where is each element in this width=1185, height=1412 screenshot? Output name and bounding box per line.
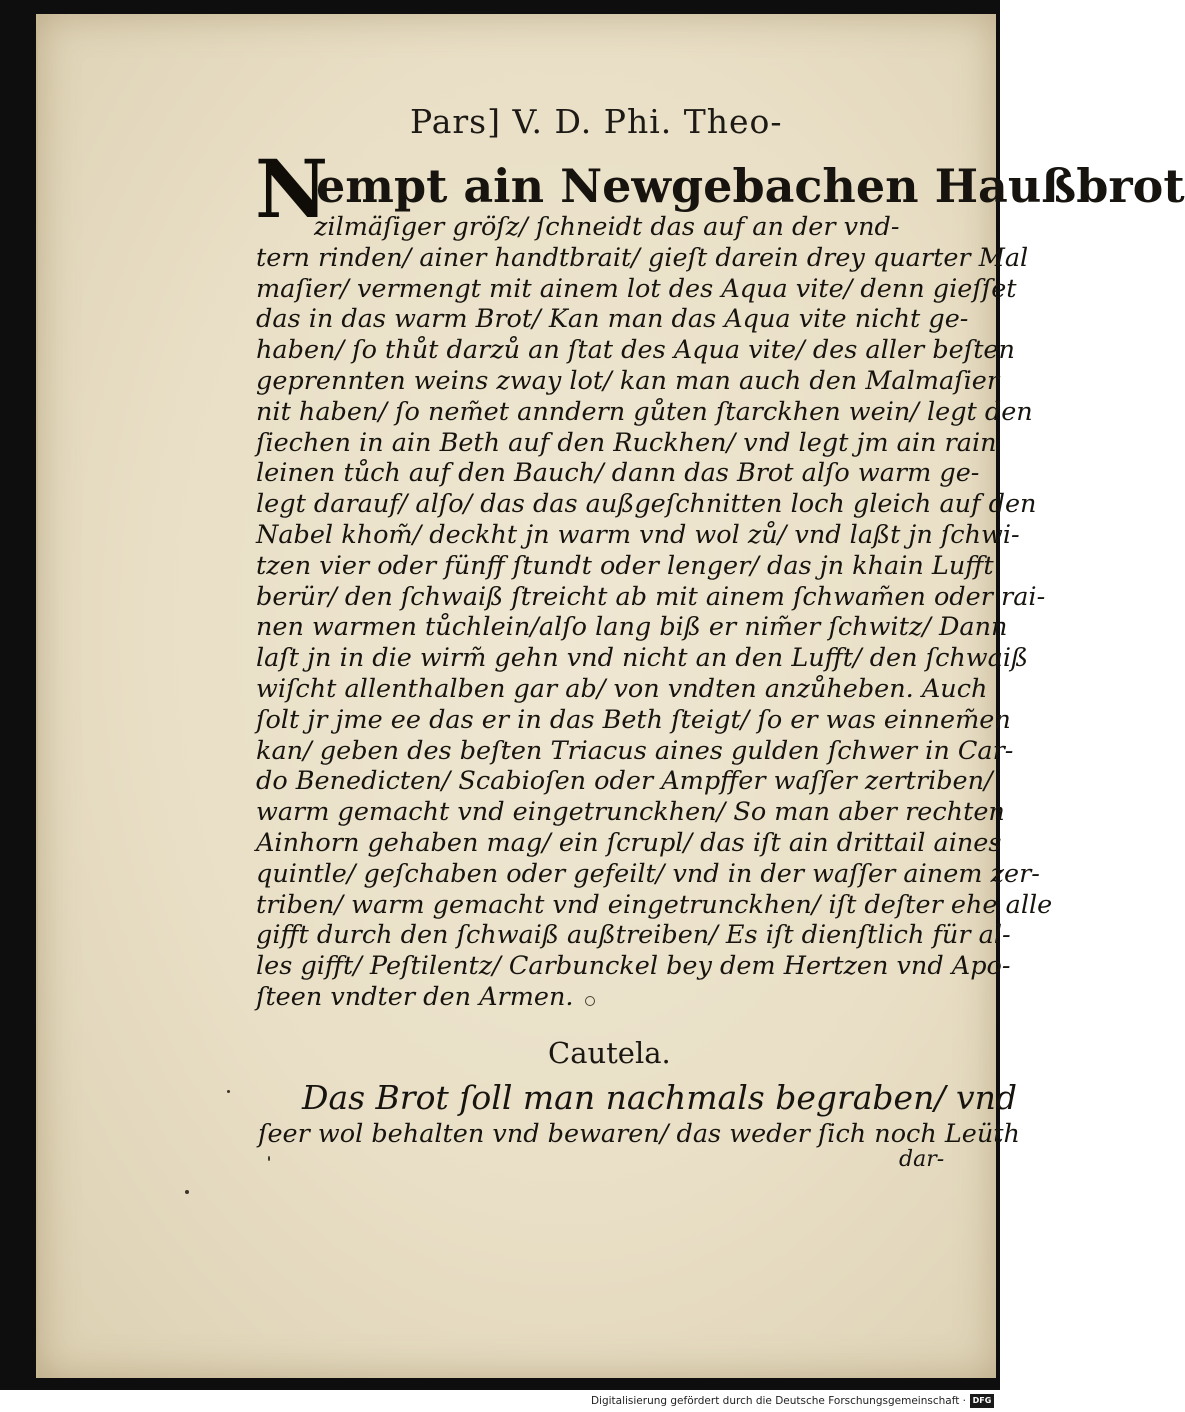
text-line: nit haben/ ſo nem̃et anndern gůten ſtarckhen wein/ legt den xyxy=(256,396,1033,427)
text-line: empt ain Newgebachen Haußbrot xyxy=(316,159,1185,213)
text-line: geprennten weins zway lot/ kan man auch den Malmaſier xyxy=(256,365,1000,396)
text-line: Nabel khom̃/ deckht jn warm vnd wol zů/ vnd laßt jn ſchwi- xyxy=(256,519,1020,550)
text-line: legt darauf/ alſo/ das das außgeſchnitten loch gleich auf den xyxy=(256,489,1037,520)
section-line: Das Brot ſoll man nachmals begraben/ vnd xyxy=(302,1078,1017,1117)
text-line: tern rinden/ ainer handtbrait/ gieſt darein drey quarter Mal xyxy=(256,242,1029,273)
text-line: gifft durch den ſchwaiß außtreiben/ Es iſt dienſtlich für al- xyxy=(256,920,1011,951)
text-line: tzen vier oder fünff ſtundt oder lenger/ das jn khain Lufft xyxy=(256,550,994,581)
text-line: zilmäſiger gröſz/ ſchneidt das auf an der vnd- xyxy=(314,212,900,242)
text-line: berür/ den ſchwaiß ſtreicht ab mit ainem ſchwam̃en oder rai- xyxy=(256,581,1046,612)
section-heading: Cautela. xyxy=(548,1036,671,1070)
section-line: ſeer wol behalten vnd bewaren/ das weder ſich noch Leüth xyxy=(258,1119,1020,1149)
text-line: quintle/ geſchaben oder gefeilt/ vnd in der waſſer ainem zer- xyxy=(256,858,1040,889)
text-line: wiſcht allenthalben gar ab/ von vndten anzůheben. Auch xyxy=(256,673,988,704)
text-line: les gifft/ Peſtilentz/ Carbunckel bey dem Hertzen vnd Apo- xyxy=(256,951,1011,982)
text-line: leinen tůch auf den Bauch/ dann das Brot alſo warm ge- xyxy=(256,458,980,489)
text-line: triben/ warm gemacht vnd eingetrunckhen/ iſt deſter ehe alle xyxy=(256,889,1053,920)
section-text xyxy=(258,1078,1020,1150)
main-text-block xyxy=(256,159,1185,1013)
text-line: laſt jn in die wirm̃ gehn vnd nicht an den Lufft/ den ſchwaiß xyxy=(256,643,1029,674)
running-header: Pars] V. D. Phi. Theo- xyxy=(410,102,783,141)
text-line: do Benedicten/ Scabioſen oder Ampffer waſſer zertriben/ xyxy=(256,766,993,797)
text-line: Ainhorn gehaben mag/ ein ſcrupl/ das iſt ain drittail aines xyxy=(256,827,1002,858)
text-line: warm gemacht vnd eingetrunckhen/ So man aber rechten xyxy=(256,797,1005,828)
paper-speck xyxy=(227,1090,230,1093)
catchword: dar- xyxy=(899,1147,945,1172)
paper-speck xyxy=(268,1156,270,1161)
paper-speck xyxy=(185,1190,189,1194)
text-line: ſolt jr jme ee das er in das Beth ſteigt/ ſo er was einnem̃en xyxy=(256,704,1011,735)
text-line: kan/ geben des beſten Triacus aines gulden ſchwer in Car- xyxy=(256,735,1014,766)
digitization-credit: Digitalisierung gefördert durch die Deutsche Forschungsgemeinschaft · xyxy=(590,1395,966,1407)
text-line: ſiechen in ain Beth auf den Ruckhen/ vnd legt jm ain rain xyxy=(256,427,997,458)
dfg-logo: DFG xyxy=(970,1394,994,1408)
text-line: ſteen vndter den Armen. xyxy=(256,981,574,1012)
text-line: das in das warm Brot/ Kan man das Aqua vite nicht ge- xyxy=(256,304,969,335)
drop-cap: N xyxy=(255,142,329,236)
text-line: maſier/ vermengt mit ainem lot des Aqua vite/ denn gieſſet xyxy=(256,273,1017,304)
paper-speck xyxy=(585,996,595,1006)
text-line: haben/ ſo thůt darzů an ſtat des Aqua vite/ des aller beſten xyxy=(256,335,1015,366)
text-line: nen warmen tůchlein/alſo lang biß er nim̃er ſchwitz/ Dann xyxy=(256,612,1008,643)
